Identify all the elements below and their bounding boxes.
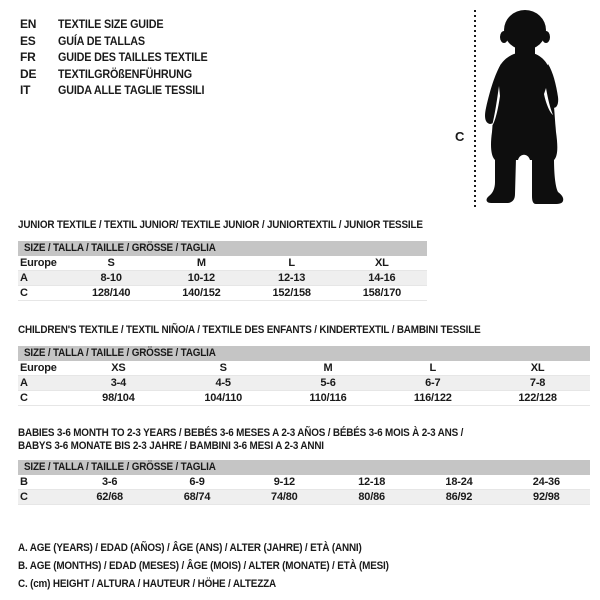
cell-value: XL [530, 362, 545, 374]
height-measure-dotted-line [474, 10, 476, 207]
cell-value: 6-9 [189, 476, 205, 488]
cell-value: 9-12 [273, 476, 295, 488]
cell-value: 10-12 [187, 272, 215, 284]
language-code: FR [20, 50, 36, 64]
row-label: Europe [20, 362, 57, 374]
row-label: C [20, 392, 28, 404]
table-row-c [18, 391, 590, 406]
cell-value: L [429, 362, 437, 374]
cell-value: 104/110 [204, 392, 243, 404]
cell-value: 128/140 [91, 287, 131, 299]
table-row-a [18, 376, 590, 391]
cell-value: 12-18 [358, 476, 386, 488]
cell-value: 86/92 [445, 491, 473, 503]
baby-toddler-silhouette-icon [482, 6, 566, 208]
legend-line: C. (cm) HEIGHT / ALTURA / HAUTEUR / HÖHE / ALTEZZA [18, 578, 276, 590]
language-label: TEXTILE SIZE GUIDE [58, 17, 164, 31]
cell-value: 5-6 [320, 377, 336, 389]
table-row-europe [18, 256, 427, 271]
language-row-es [20, 33, 224, 50]
row-label: A [20, 272, 28, 284]
section-title [18, 324, 593, 337]
legend-line: A. AGE (YEARS) / EDAD (AÑOS) / ÂGE (ANS) / ALTER (JAHRE) / ETÀ (ANNI) [18, 542, 362, 554]
cell-value: 7-8 [529, 377, 546, 389]
size-table [18, 346, 590, 406]
cell-value: 110/116 [309, 392, 347, 404]
language-code: EN [20, 17, 37, 31]
cell-value: 98/104 [102, 392, 135, 404]
size-header-label: SIZE / TALLA / TAILLE / GRÖSSE / TAGLIA [24, 347, 216, 359]
cell-value: XL [375, 257, 389, 269]
junior-textile-section [18, 219, 593, 301]
legend-block [18, 538, 600, 592]
children-textile-section [18, 324, 593, 406]
language-row-en [20, 16, 224, 33]
section-title [18, 427, 593, 453]
babies-textile-section [18, 427, 593, 505]
row-label: A [20, 377, 28, 389]
language-code: DE [20, 66, 37, 81]
section-title-line: BABYS 3-6 MONATE BIS 2-3 JAHRE / BAMBINI 3-6 MESI A 2-3 ANNI [18, 440, 324, 452]
cell-value: 14-16 [368, 272, 396, 284]
language-title-block [20, 16, 224, 99]
table-row-c [18, 286, 427, 301]
cell-value: 122/128 [518, 392, 557, 404]
cell-value: M [196, 257, 206, 269]
cell-value: 18-24 [445, 476, 473, 488]
cell-value: 152/158 [272, 287, 311, 299]
language-row-fr [20, 49, 224, 66]
size-header-bar [18, 241, 427, 256]
cell-value: 74/80 [271, 491, 298, 503]
cell-value: M [323, 362, 333, 374]
cell-value: 4-5 [215, 377, 231, 389]
cell-value: S [219, 362, 227, 374]
table-row-a [18, 271, 427, 286]
section-title-line: JUNIOR TEXTILE / TEXTIL JUNIOR/ TEXTILE JUNIOR / JUNIORTEXTIL / JUNIOR TESSILE [18, 219, 423, 231]
language-label: GUÍA DE TALLAS [58, 33, 145, 48]
cell-value: 62/68 [96, 491, 123, 503]
language-label: TEXTILGRÖßENFÜHRUNG [58, 66, 192, 81]
legend-line: B. AGE (MONTHS) / EDAD (MESES) / ÂGE (MOIS) / ALTER (MONATE) / ETÀ (MESI) [18, 560, 389, 572]
cell-value: S [107, 257, 115, 269]
cell-value: 3-4 [110, 377, 127, 389]
size-table [18, 460, 590, 505]
cell-value: 80/86 [358, 491, 385, 503]
size-header-label: SIZE / TALLA / TAILLE / GRÖSSE / TAGLIA [24, 461, 216, 473]
language-row-de [20, 66, 224, 83]
row-label: B [20, 476, 28, 488]
row-label: Europe [20, 257, 57, 269]
size-header-label: SIZE / TALLA / TAILLE / GRÖSSE / TAGLIA [24, 242, 216, 254]
cell-value: 140/152 [182, 287, 221, 299]
language-code: ES [20, 33, 36, 48]
language-label: GUIDA ALLE TAGLIE TESSILI [58, 83, 205, 97]
row-label: C [20, 287, 28, 299]
cell-value: 116/122 [413, 392, 452, 404]
cell-value: XS [111, 362, 126, 374]
size-header-bar [18, 460, 590, 475]
section-title [18, 219, 593, 232]
cell-value: 8-10 [100, 272, 122, 284]
table-row-b [18, 475, 590, 490]
row-label: C [20, 491, 28, 503]
cell-value: 6-7 [425, 377, 441, 389]
cell-value: 92/98 [533, 491, 560, 503]
cell-value: 68/74 [183, 491, 211, 503]
cell-value: 12-13 [278, 272, 306, 284]
section-title-line: BABIES 3-6 MONTH TO 2-3 YEARS / BEBÉS 3-6 MESES A 2-3 AÑOS / BÉBÉS 3-6 MOIS À 2-3 ANS / [18, 427, 464, 439]
size-table [18, 241, 427, 301]
section-title-line: CHILDREN'S TEXTILE / TEXTIL NIÑO/A / TEXTILE DES ENFANTS / KINDERTEXTIL / BAMBINI TESSILE [18, 324, 481, 336]
cell-value: 24-36 [532, 476, 560, 488]
language-label: GUIDE DES TAILLES TEXTILE [58, 50, 208, 64]
language-row-it [20, 82, 224, 99]
cell-value: L [288, 257, 295, 269]
table-row-c [18, 490, 590, 505]
size-header-bar [18, 346, 590, 361]
table-row-europe [18, 361, 590, 376]
language-code: IT [20, 83, 31, 97]
height-measure-label: C [455, 129, 465, 144]
cell-value: 3-6 [102, 476, 118, 488]
cell-value: 158/170 [362, 287, 402, 299]
